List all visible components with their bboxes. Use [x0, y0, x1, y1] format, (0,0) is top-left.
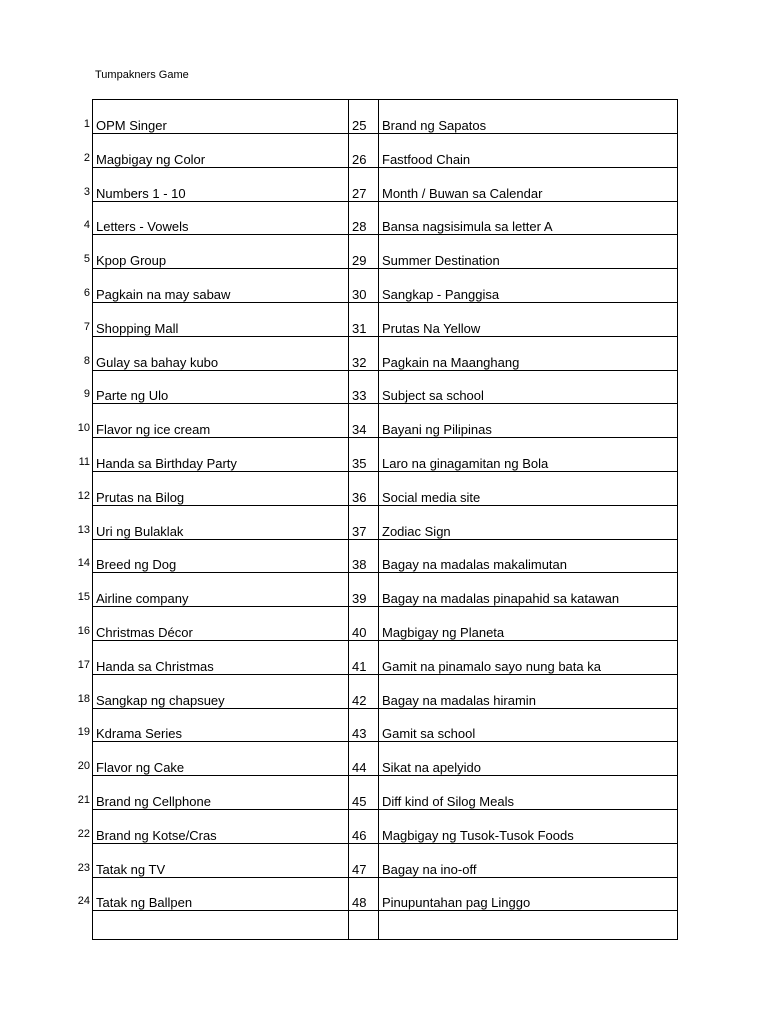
- category-table: [92, 99, 678, 940]
- category-number-cell: 46: [349, 809, 379, 843]
- category-left-cell: Breed ng Dog: [93, 539, 349, 573]
- category-number-cell: 28: [349, 201, 379, 235]
- category-number-cell: 31: [349, 302, 379, 336]
- category-table-body: [93, 100, 678, 940]
- table-row: [93, 607, 678, 641]
- row-number: 4: [83, 219, 90, 232]
- category-right-cell: Magbigay ng Tusok-Tusok Foods: [379, 809, 678, 843]
- row-number: 1: [83, 118, 90, 130]
- category-left-cell: Pagkain na may sabaw: [93, 269, 349, 303]
- category-left-cell: Parte ng Ulo: [93, 370, 349, 404]
- table-row: [93, 809, 678, 843]
- category-left-cell: Tatak ng TV: [93, 843, 349, 877]
- empty-cell: [379, 911, 678, 940]
- category-left-cell: Magbigay ng Color: [93, 134, 349, 168]
- category-right-cell: Bagay na madalas makalimutan: [379, 539, 678, 573]
- table-row: [93, 134, 678, 168]
- category-number-cell: 30: [349, 269, 379, 303]
- category-left-cell: Sangkap ng chapsuey: [93, 674, 349, 708]
- row-number: 23: [77, 861, 90, 874]
- category-number-cell: 36: [349, 471, 379, 505]
- row-number: 22: [77, 827, 90, 840]
- category-number-cell: 45: [349, 776, 379, 810]
- category-number-cell: 29: [349, 235, 379, 269]
- category-number-cell: 27: [349, 167, 379, 201]
- row-number: 15: [77, 591, 90, 604]
- row-number: 13: [77, 523, 90, 536]
- category-right-cell: Sangkap - Panggisa: [379, 269, 678, 303]
- category-number-cell: 33: [349, 370, 379, 404]
- row-number: 6: [83, 287, 90, 299]
- category-right-cell: Fastfood Chain: [379, 134, 678, 168]
- table-row: [93, 877, 678, 911]
- row-number: 17: [77, 658, 90, 671]
- category-right-cell: Bagay na madalas pinapahid sa katawan: [379, 573, 678, 607]
- category-left-cell: Gulay sa bahay kubo: [93, 336, 349, 370]
- category-right-cell: Summer Destination: [379, 235, 678, 269]
- category-number-cell: 25: [349, 100, 379, 134]
- category-left-cell: Uri ng Bulaklak: [93, 505, 349, 539]
- table-row: [93, 370, 678, 404]
- table-row: [93, 336, 678, 370]
- table-row: [93, 302, 678, 336]
- table-row: [93, 167, 678, 201]
- category-left-cell: Numbers 1 - 10: [93, 167, 349, 201]
- category-number-cell: 47: [349, 843, 379, 877]
- category-left-cell: Kdrama Series: [93, 708, 349, 742]
- category-number-cell: 43: [349, 708, 379, 742]
- empty-cell: [349, 911, 379, 940]
- table-row: [93, 471, 678, 505]
- category-left-cell: Kpop Group: [93, 235, 349, 269]
- category-right-cell: Brand ng Sapatos: [379, 100, 678, 134]
- table-row: [93, 505, 678, 539]
- category-right-cell: Pinupuntahan pag Linggo: [379, 877, 678, 911]
- category-left-cell: Christmas Décor: [93, 607, 349, 641]
- category-number-cell: 42: [349, 674, 379, 708]
- table-row: [93, 640, 678, 674]
- category-number-cell: 37: [349, 505, 379, 539]
- category-left-cell: Flavor ng Cake: [93, 742, 349, 776]
- category-number-cell: 44: [349, 742, 379, 776]
- row-number: 18: [77, 692, 90, 705]
- category-right-cell: Pagkain na Maanghang: [379, 336, 678, 370]
- category-left-cell: Brand ng Kotse/Cras: [93, 809, 349, 843]
- category-right-cell: Bagay na madalas hiramin: [379, 674, 678, 708]
- table-row: [93, 100, 678, 134]
- category-right-cell: Laro na ginagamitan ng Bola: [379, 438, 678, 472]
- row-number: 14: [77, 557, 90, 570]
- category-left-cell: Handa sa Birthday Party: [93, 438, 349, 472]
- table-row: [93, 674, 678, 708]
- table-row: [93, 235, 678, 269]
- category-left-cell: Shopping Mall: [93, 302, 349, 336]
- table-row-empty: [93, 911, 678, 940]
- category-number-cell: 35: [349, 438, 379, 472]
- row-number: 20: [77, 760, 90, 773]
- empty-cell: [93, 911, 349, 940]
- row-number: 11: [78, 456, 90, 468]
- row-number: 5: [83, 253, 90, 266]
- row-number: 3: [83, 185, 90, 198]
- category-left-cell: OPM Singer: [93, 100, 349, 134]
- table-row: [93, 201, 678, 235]
- row-number: 16: [77, 625, 90, 637]
- row-number: 10: [77, 422, 90, 435]
- row-number: 21: [77, 794, 90, 806]
- category-left-cell: Flavor ng ice cream: [93, 404, 349, 438]
- category-right-cell: Bayani ng Pilipinas: [379, 404, 678, 438]
- category-number-cell: 32: [349, 336, 379, 370]
- row-number: 7: [83, 320, 90, 333]
- table-row: [93, 776, 678, 810]
- category-left-cell: Brand ng Cellphone: [93, 776, 349, 810]
- category-number-cell: 26: [349, 134, 379, 168]
- category-number-cell: 40: [349, 607, 379, 641]
- category-right-cell: Prutas Na Yellow: [379, 302, 678, 336]
- document-title: Tumpakners Game: [95, 69, 189, 81]
- row-number: 8: [83, 354, 90, 367]
- table-row: [93, 539, 678, 573]
- category-number-cell: 39: [349, 573, 379, 607]
- category-right-cell: Zodiac Sign: [379, 505, 678, 539]
- category-left-cell: Prutas na Bilog: [93, 471, 349, 505]
- category-right-cell: Bagay na ino-off: [379, 843, 678, 877]
- category-left-cell: Letters - Vowels: [93, 201, 349, 235]
- row-number: 2: [83, 151, 90, 164]
- category-right-cell: Subject sa school: [379, 370, 678, 404]
- row-number: 9: [83, 388, 90, 401]
- row-number: 24: [77, 895, 90, 908]
- category-left-cell: Airline company: [93, 573, 349, 607]
- category-right-cell: Gamit na pinamalo sayo nung bata ka: [379, 640, 678, 674]
- category-number-cell: 41: [349, 640, 379, 674]
- category-right-cell: Social media site: [379, 471, 678, 505]
- table-row: [93, 269, 678, 303]
- category-left-cell: Tatak ng Ballpen: [93, 877, 349, 911]
- category-number-cell: 48: [349, 877, 379, 911]
- category-left-cell: Handa sa Christmas: [93, 640, 349, 674]
- category-right-cell: Diff kind of Silog Meals: [379, 776, 678, 810]
- category-number-cell: 34: [349, 404, 379, 438]
- table-row: [93, 742, 678, 776]
- table-row: [93, 438, 678, 472]
- table-row: [93, 573, 678, 607]
- category-right-cell: Bansa nagsisimula sa letter A: [379, 201, 678, 235]
- table-row: [93, 843, 678, 877]
- row-number: 12: [77, 489, 90, 502]
- table-row: [93, 404, 678, 438]
- row-number: 19: [77, 726, 90, 739]
- category-number-cell: 38: [349, 539, 379, 573]
- table-row: [93, 708, 678, 742]
- category-right-cell: Gamit sa school: [379, 708, 678, 742]
- category-right-cell: Magbigay ng Planeta: [379, 607, 678, 641]
- category-right-cell: Sikat na apelyido: [379, 742, 678, 776]
- category-right-cell: Month / Buwan sa Calendar: [379, 167, 678, 201]
